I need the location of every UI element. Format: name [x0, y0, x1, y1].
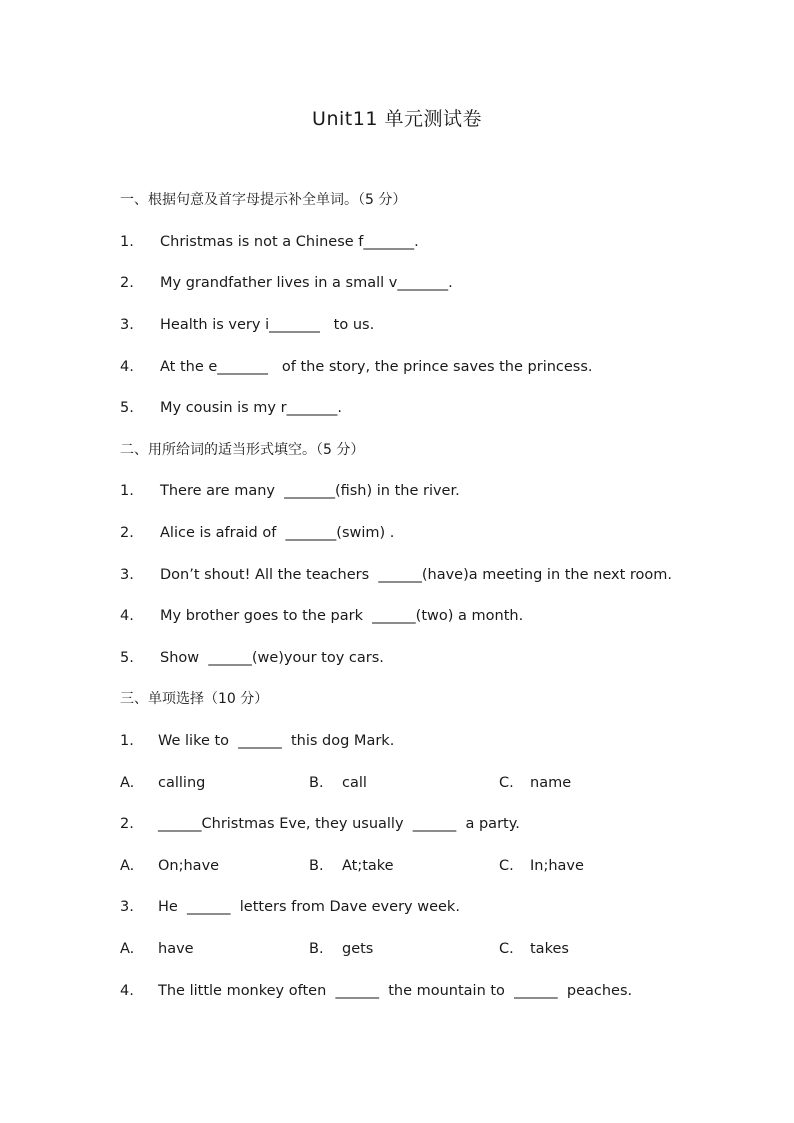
question-number: 4.: [120, 983, 134, 999]
item-text: Don’t shout! All the teachers ______(have)a meeting in the next room.: [160, 567, 672, 583]
item-text: Christmas is not a Chinese f_______.: [160, 234, 419, 250]
question-text: The little monkey often ______ the mountain to ______ peaches.: [158, 983, 633, 999]
option-c: C. name: [499, 775, 572, 791]
option-c: C. In;have: [499, 858, 584, 874]
item-number: 1.: [120, 234, 134, 250]
option-b: B. At;take: [309, 858, 394, 874]
option-b: B. gets: [309, 941, 374, 957]
item-number: 5.: [120, 650, 134, 666]
item-number: 1.: [120, 483, 134, 499]
option-a: A. have: [120, 941, 194, 957]
question-text: We like to ______ this dog Mark.: [158, 733, 395, 749]
item-text: At the e_______ of the story, the prince saves the princess.: [160, 359, 593, 375]
item-text: Health is very i_______ to us.: [160, 317, 375, 333]
page-title: Unit11 单元测试卷: [312, 108, 482, 130]
item-number: 4.: [120, 359, 134, 375]
item-number: 5.: [120, 400, 134, 416]
option-b: B. call: [309, 775, 367, 791]
option-a: A. calling: [120, 775, 206, 791]
item-text: Show ______(we)your toy cars.: [160, 650, 384, 666]
section1-heading: 一、根据句意及首字母提示补全单词。（5 分）: [120, 192, 407, 208]
question-text: He ______ letters from Dave every week.: [158, 899, 460, 915]
item-text: My cousin is my r_______.: [160, 400, 342, 416]
item-number: 2.: [120, 525, 134, 541]
item-number: 2.: [120, 275, 134, 291]
item-text: Alice is afraid of _______(swim) .: [160, 525, 395, 541]
question-number: 2.: [120, 816, 134, 832]
question-number: 3.: [120, 899, 134, 915]
option-c: C. takes: [499, 941, 569, 957]
section2-heading: 二、用所给词的适当形式填空。（5 分）: [120, 442, 365, 458]
option-a: A. On;have: [120, 858, 220, 874]
item-text: My brother goes to the park ______(two) a month.: [160, 608, 524, 624]
item-text: There are many _______(fish) in the river.: [160, 483, 460, 499]
item-number: 4.: [120, 608, 134, 624]
question-text: ______Christmas Eve, they usually ______ a party.: [158, 816, 520, 832]
item-number: 3.: [120, 567, 134, 583]
question-number: 1.: [120, 733, 134, 749]
item-number: 3.: [120, 317, 134, 333]
item-text: My grandfather lives in a small v_______.: [160, 275, 453, 291]
section3-heading: 三、单项选择（10 分）: [120, 691, 269, 707]
